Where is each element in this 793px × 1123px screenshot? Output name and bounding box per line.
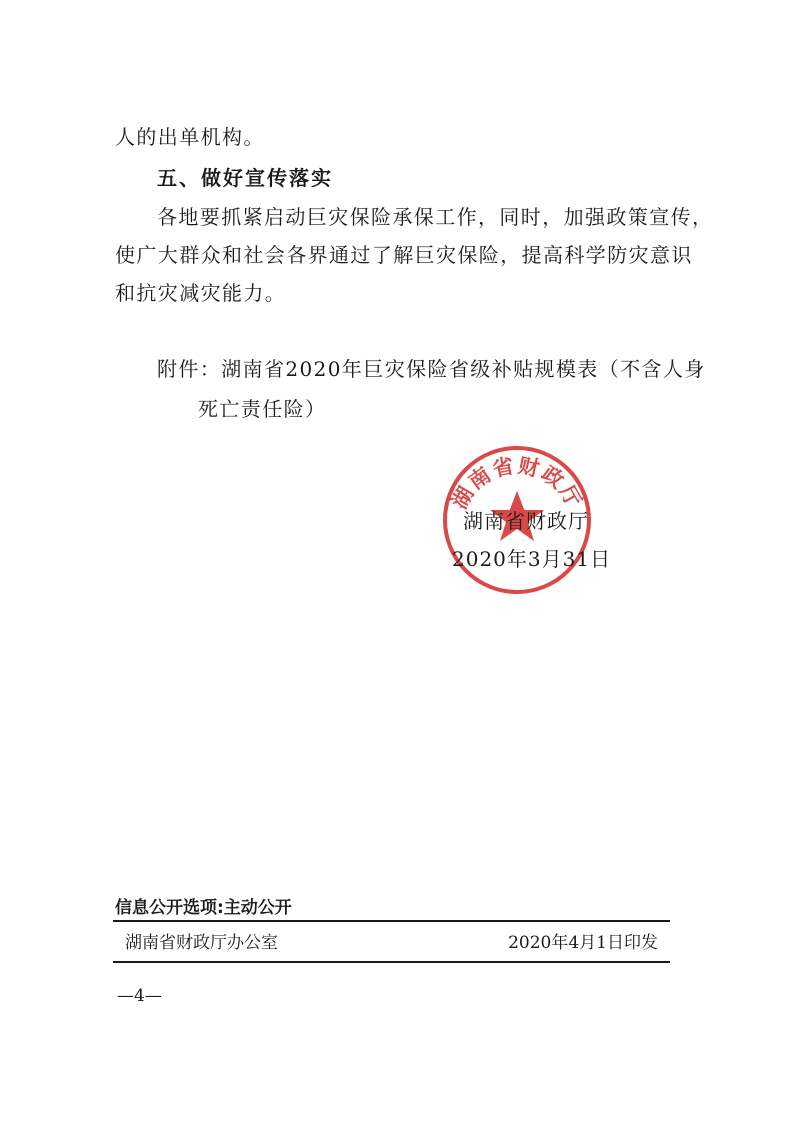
body-line-1: 人的出单机构。 — [115, 125, 265, 149]
paragraph-line-2: 使广大群众和社会各界通过了解巨灾保险，提高科学防灾意识 — [115, 243, 693, 267]
page-number: —4— — [117, 986, 162, 1006]
attachment-label — [157, 355, 706, 383]
issuing-office: 湖南省财政厅办公室 — [125, 933, 278, 953]
attachment-title-line-2: 死亡责任险） — [198, 397, 327, 421]
seal-arc-text: 湖南省财政厅 — [447, 453, 587, 514]
paragraph-line-1: 各地要抓紧启动巨灾保险承保工作，同时，加强政策宣传， — [157, 205, 714, 229]
signature-organization: 湖南省财政厅 — [463, 509, 589, 533]
disclosure-option: 信息公开选项:主动公开 — [115, 898, 292, 918]
attachment-title-line-1: 湖南省2020年巨灾保险省级补贴规模表（不含人身 — [221, 357, 706, 381]
print-date: 2020年4月1日印发 — [508, 933, 658, 953]
signature-date: 2020年3月31日 — [452, 547, 612, 571]
attachment-label-text: 附件： — [157, 357, 222, 381]
footer-rule-top — [113, 920, 670, 922]
paragraph-line-3: 和抗灾减灾能力。 — [115, 281, 287, 305]
footer-rule-bottom — [113, 961, 670, 963]
section-heading: 五、做好宣传落实 — [157, 166, 333, 190]
